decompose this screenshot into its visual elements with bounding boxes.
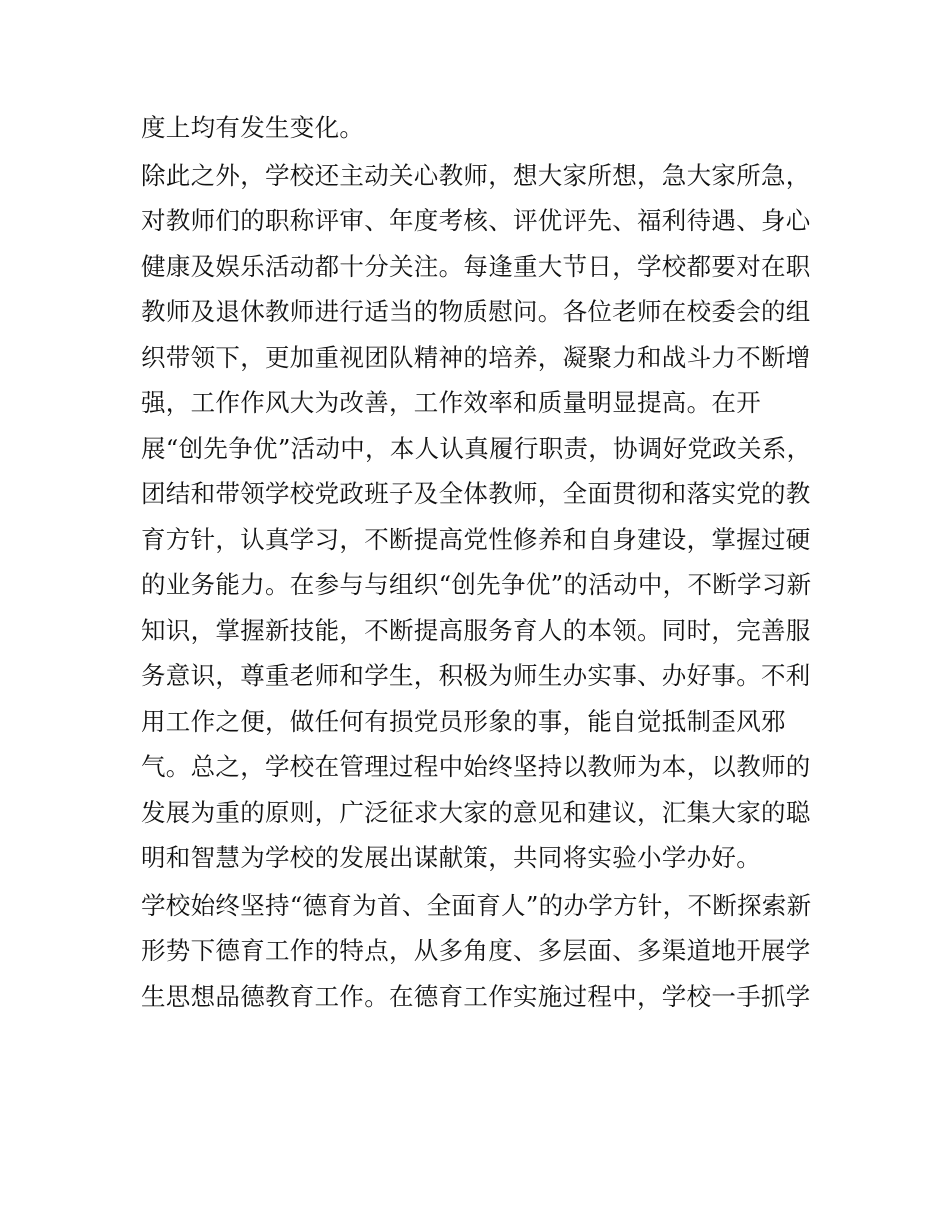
text-line: 织带领下，更加重视团队精神的培养，凝聚力和战斗力不断增 [141, 342, 811, 372]
document-body [141, 105, 821, 1019]
text-line: 的业务能力。在参与与组织“创先争优”的活动中，不断学习新 [141, 570, 812, 599]
text-line: 气。总之，学校在管理过程中始终坚持以教师为本，以教师的 [141, 752, 811, 781]
text-line: 育方针，认真学习，不断提高党性修养和自身建设，掌握过硬 [141, 524, 811, 554]
text-line: 用工作之便，做任何有损党员形象的事，能自觉抵制歪风邪 [141, 706, 786, 736]
text-line: 明和智慧为学校的发展出谋献策，共同将实验小学办好。 [141, 843, 761, 872]
paragraph-3 [141, 883, 821, 1020]
text-line: 健康及娱乐活动都十分关注。每逢重大节日，学校都要对在职 [141, 251, 811, 281]
text-line: 形势下德育工作的特点，从多角度、多层面、多渠道地开展学 [141, 936, 811, 965]
text-line: 发展为重的原则，广泛征求大家的意见和建议，汇集大家的聪 [141, 797, 811, 827]
text-line: 务意识，尊重老师和学生，积极为师生办实事、办好事。不利 [141, 661, 811, 690]
paragraph-1 [141, 105, 821, 151]
text-line: 团结和带领学校党政班子及全体教师，全面贯彻和落实党的教 [141, 479, 811, 508]
text-line: 对教师们的职称评审、年度考核、评优评先、福利待遇、身心 [141, 206, 811, 235]
text-line: 展“创先争优”活动中，本人认真履行职责，协调好党政关系， [141, 433, 812, 463]
text-line: 强，工作作风大为改善，工作效率和质量明显提高。在开 [141, 388, 761, 417]
text-line: 生思想品德教育工作。在德育工作实施过程中，学校一手抓学 [141, 981, 811, 1011]
text-line: 教师及退休教师进行适当的物质慰问。各位老师在校委会的组 [141, 297, 811, 326]
text-line: 除此之外，学校还主动关心教师，想大家所想，急大家所急， [141, 160, 811, 190]
paragraph-2 [141, 153, 821, 881]
text-line: 知识，掌握新技能，不断提高服务育人的本领。同时，完善服 [141, 615, 811, 645]
text-line: 学校始终坚持“德育为首、全面育人”的办学方针，不断探索新 [141, 890, 812, 920]
text-line: 度上均有发生变化。 [141, 113, 365, 142]
